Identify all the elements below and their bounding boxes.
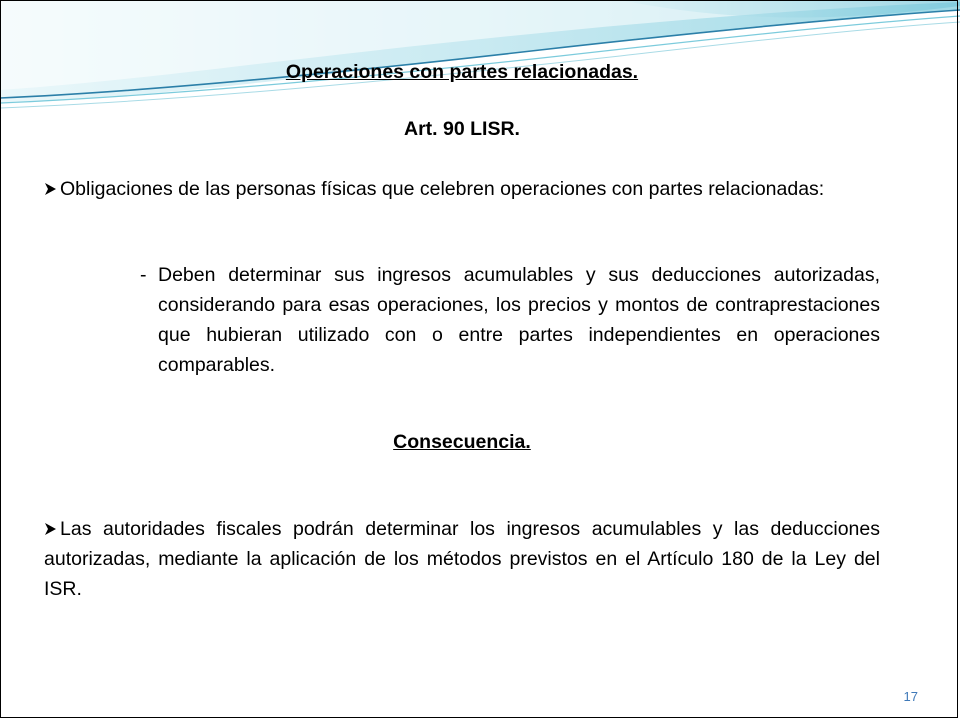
bullet-authorities-text: Las autoridades fiscales podrán determinar los ingresos acumulables y las deducciones autorizadas, mediante la aplicación de los métodos previstos en el Artículo 180 de la Ley del ISR.: [44, 518, 880, 600]
slide-title: Operaciones con partes relacionadas.: [285, 61, 639, 83]
slide-content: [44, 57, 880, 600]
consequence-heading: Consecuencia.: [393, 431, 531, 453]
bullet-obligations: [44, 174, 880, 204]
arrow-bullet-icon: [44, 182, 58, 196]
page-number: 17: [903, 689, 918, 704]
sub-item-determination: [140, 260, 880, 380]
sub-item-dash: -: [140, 264, 147, 286]
article-reference: Art. 90 LISR.: [404, 118, 520, 140]
bullet-obligations-text: Obligaciones de las personas físicas que celebren operaciones con partes relacionadas:: [60, 178, 825, 200]
arrow-bullet-icon: [44, 522, 58, 536]
sub-item-text: Deben determinar sus ingresos acumulables y sus deducciones autorizadas, considerando para esas operaciones, los precios y montos de contraprestaciones que hubieran utilizado con o entre partes independientes en operaciones comparables.: [158, 264, 880, 376]
bullet-authorities: [44, 514, 880, 604]
